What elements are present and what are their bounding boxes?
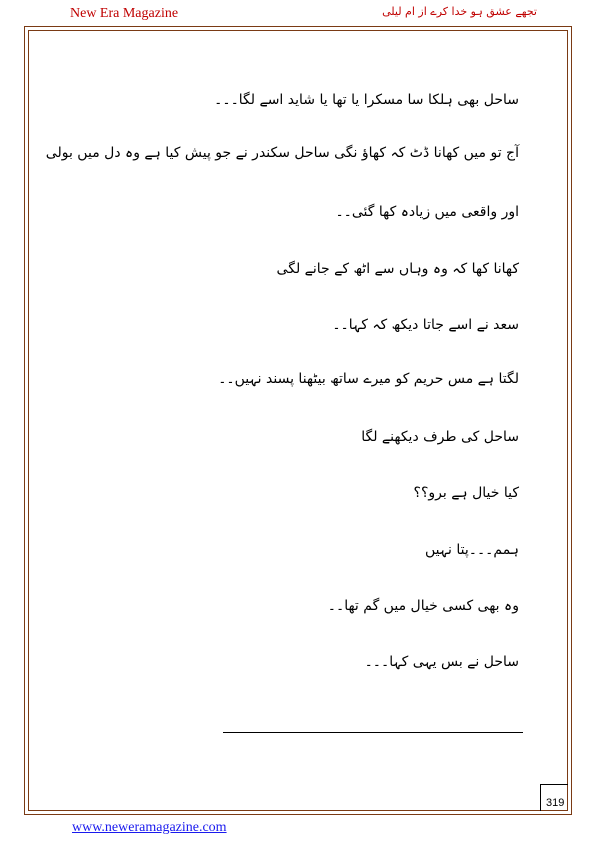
text-line: ساحل بھی ہلکا سا مسکرا یا تھا یا شاید اسے لگا۔۔۔: [214, 92, 519, 108]
website-link[interactable]: www.neweramagazine.com: [72, 820, 227, 835]
page-number: 319: [546, 797, 565, 809]
footnote-separator: [223, 732, 523, 733]
text-line: وہ بھی کسی خیال میں گم تھا۔۔: [327, 598, 519, 614]
text-line: ساحل کی طرف دیکھنے لگا: [361, 429, 519, 445]
text-line: ساحل نے بس یہی کہا۔۔۔: [364, 654, 519, 670]
magazine-name: New Era Magazine: [70, 6, 179, 21]
text-line: آج تو میں کھانا ڈٹ کہ کھاؤ نگی ساحل سکندر نے جو پیش کیا ہے وہ دل میں بولی: [45, 145, 519, 161]
novel-title: تجھے عشق ہو خدا کرے از ام لیلی: [382, 5, 537, 18]
text-line: سعد نے اسے جاتا دیکھ کہ کہا۔۔: [332, 317, 519, 333]
text-line: کھانا کھا کہ وہ وہاں سے اٹھ کے جانے لگی: [276, 261, 519, 277]
text-line: لگتا ہے مس حریم کو میرے ساتھ بیٹھنا پسند نہیں۔۔: [218, 371, 519, 387]
text-line: اور واقعی میں زیادہ کھا گئی۔۔: [335, 204, 519, 220]
text-line: کیا خیال ہے برو؟؟: [413, 485, 519, 501]
text-line: ہمم۔۔۔پتا نہیں: [424, 542, 519, 558]
